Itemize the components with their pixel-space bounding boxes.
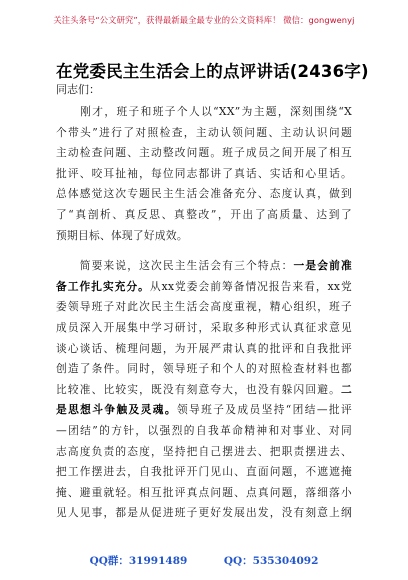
body-line: 了“真剖析、真反思、真整改”，开出了高质量、达到了 [56, 207, 352, 221]
body-line: 创造了条件。同时，领导班子和个人的对照检查材料也都 [56, 362, 352, 376]
emphasis-point-one: 备工作扎实充分。 [56, 279, 150, 293]
emphasis-point-one: 一是会前准 [293, 259, 352, 273]
body-line: 志高度负责的态度，坚持把自己摆进去、把职责摆进去、 [56, 444, 352, 458]
body-line [56, 380, 352, 401]
body-line: 谈心谈话、梳理问题，为开展严肃认真的批评和自我批评 [56, 341, 352, 355]
body-line [56, 400, 352, 421]
body-line: 预期目标、体现了好成效。 [56, 228, 188, 242]
emphasis-point-two: 是思想斗争触及灵魂。 [56, 403, 177, 417]
body-line: 个带头”进行了对照检查，主动认领问题、主动认识问题 [56, 125, 352, 139]
body-line: 主动检查问题、主动整改问题。班子成员之间开展了相互 [56, 146, 352, 160]
salutation: 同志们： [56, 83, 100, 96]
body-text: 比较准、比较实，既没有刻意夸大，也没有躲闪回避。 [56, 382, 341, 396]
body-line: 刚才，班子和班子个人以“XX”为主题，深刻围绕“X [56, 105, 352, 118]
body-text: 领导班子及成员坚持“团结—批评 [176, 403, 352, 417]
body-line: 把工作摆进去，自我批评开门见山、直面问题，不遮遮掩 [56, 465, 352, 479]
body-line: —团结”的方针，以强烈的自我革命精神和对事业、对同 [56, 423, 352, 437]
document-body [56, 102, 352, 524]
qq-number: QQ：535304092 [223, 555, 319, 567]
body-text: 简要来说，这次民主生活会有三个特点： [56, 259, 294, 273]
body-line: 成员深入开展集中学习研讨，采取多种形式认真征求意见 [56, 320, 352, 334]
body-line: 掩、避重就轻。相互批评真点问题、点真问题，落细落小 [56, 485, 352, 499]
body-line: 总体感觉这次专题民主生活会准备充分、态度认真，做到 [56, 187, 352, 201]
document-title: 在党委民主生活会上的点评讲话(2436字) [56, 62, 369, 81]
body-line [56, 277, 352, 298]
contact-footer [0, 553, 408, 568]
body-line [56, 256, 352, 277]
emphasis-point-two: 二 [341, 382, 352, 396]
body-text: 从xx党委会前筹备情况报告来看，xx党 [149, 279, 352, 293]
promo-banner: 关注头条号“公文研究”，获得最新最全最专业的公文资料库！ 微信：gongwenyj [53, 15, 355, 25]
body-line: 见人见事，都是从促进班子更好发展出发，没有刻意上纲 [56, 506, 352, 520]
qq-group: QQ群：31991489 [89, 555, 188, 567]
body-line: 批评、咬耳扯袖，每位同志都讲了真话、实话和心里话。 [56, 166, 352, 180]
body-line: 委领导班子对此次民主生活会高度重视，精心组织，班子 [56, 300, 352, 314]
